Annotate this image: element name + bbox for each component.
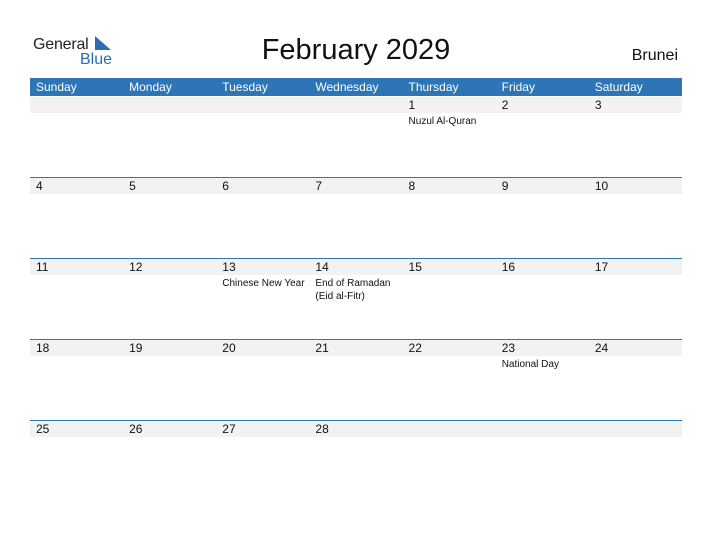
day-number: 9 [501, 179, 509, 193]
day-cell [30, 421, 123, 501]
day-number: 20 [222, 341, 236, 355]
day-number: 17 [594, 260, 609, 274]
day-number: 16 [501, 260, 516, 274]
day-cell [496, 97, 589, 177]
holiday-event: National Day [501, 359, 559, 370]
day-number: 2 [501, 98, 509, 112]
day-number: 8 [408, 179, 416, 193]
day-cell [589, 97, 682, 177]
day-cell [309, 178, 402, 258]
day-cell [123, 340, 216, 420]
day-number: 28 [315, 422, 329, 436]
day-cell [496, 340, 589, 420]
day-number: 11 [36, 260, 49, 274]
day-cell [309, 421, 402, 501]
day-cell [403, 340, 496, 420]
day-cell [30, 340, 123, 420]
day-cell [403, 421, 496, 501]
day-cell [589, 178, 682, 258]
day-cell [123, 97, 216, 177]
day-number: 21 [315, 341, 329, 355]
day-cell [589, 421, 682, 501]
week-row [30, 97, 682, 177]
holiday-event: Chinese New Year [222, 278, 305, 289]
day-cell [216, 178, 309, 258]
day-cell [123, 259, 216, 339]
weekday-thursday: Thursday [408, 80, 459, 94]
week-row [30, 259, 682, 339]
day-cell [309, 259, 402, 339]
weekday-tuesday: Tuesday [222, 80, 268, 94]
day-number: 1 [408, 98, 416, 112]
weekday-wednesday: Wednesday [315, 80, 379, 94]
holiday-event: End of Ramadan (Eid al-Fitr) [315, 278, 391, 302]
day-cell [496, 178, 589, 258]
day-number: 24 [594, 341, 609, 355]
page-title: February 2029 [261, 34, 451, 66]
day-number: 19 [129, 341, 143, 355]
day-number: 23 [501, 341, 516, 355]
day-number: 15 [408, 260, 422, 274]
weekday-monday: Monday [129, 80, 172, 94]
day-number: 18 [36, 341, 50, 355]
day-number: 25 [36, 422, 50, 436]
weekday-header [30, 78, 682, 96]
day-number: 6 [222, 179, 229, 193]
week-row [30, 421, 682, 501]
day-cell [589, 259, 682, 339]
logo-text-general: General [33, 36, 89, 53]
day-cell [30, 259, 123, 339]
day-number: 14 [315, 260, 329, 274]
day-number: 22 [408, 341, 422, 355]
day-cell [216, 259, 309, 339]
week-row [30, 340, 682, 420]
day-number: 3 [594, 98, 602, 112]
weekday-saturday: Saturday [594, 80, 643, 94]
day-cell [216, 421, 309, 501]
day-cell [30, 97, 123, 177]
day-cell [30, 178, 123, 258]
day-number: 13 [222, 260, 236, 274]
day-number: 12 [129, 260, 143, 274]
day-cell [309, 97, 402, 177]
day-cell [216, 340, 309, 420]
weekday-friday: Friday [501, 80, 535, 94]
holiday-event: Nuzul Al-Quran [408, 116, 477, 127]
day-number: 5 [129, 179, 136, 193]
day-number: 7 [315, 179, 323, 193]
day-cell [123, 421, 216, 501]
country-label: Brunei [631, 47, 678, 64]
day-cell [496, 421, 589, 501]
day-cell [496, 259, 589, 339]
weekday-sunday: Sunday [36, 80, 77, 94]
day-number: 27 [222, 422, 236, 436]
day-number: 26 [129, 422, 143, 436]
day-cell [403, 178, 496, 258]
day-cell [403, 259, 496, 339]
logo-text-blue: Blue [80, 51, 113, 68]
day-cell [589, 340, 682, 420]
week-row [30, 178, 682, 258]
day-number: 4 [36, 179, 43, 193]
day-number: 10 [594, 179, 609, 193]
day-cell [216, 97, 309, 177]
day-cell [403, 97, 496, 177]
day-cell [309, 340, 402, 420]
day-cell [123, 178, 216, 258]
